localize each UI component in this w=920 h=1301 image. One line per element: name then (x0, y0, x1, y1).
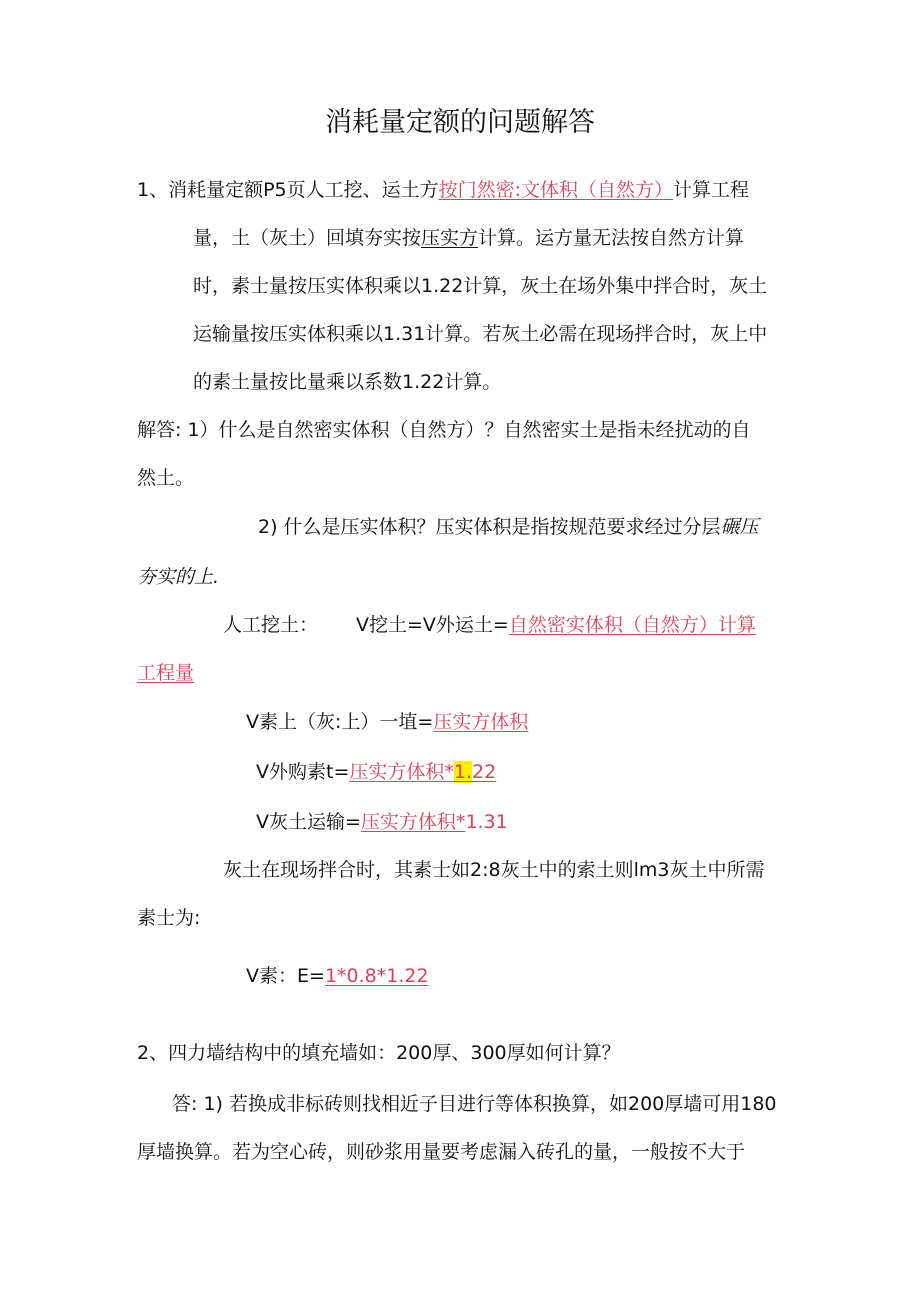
formula-backfill (246, 710, 528, 734)
formula-coefficient: 1.31 (465, 811, 508, 833)
q1-line-4: 运输量按压实体积乘以1.31计算。若灰土必需在现场拌合时，灰上中 (193, 323, 768, 345)
q2-answer-line-2: 厚墙换算。若为空心砖，则砂浆用量要考虑漏入砖孔的量，一般按不大于 (137, 1141, 746, 1163)
q1-line-2 (193, 226, 744, 250)
formula-link-quantity[interactable]: 工程量 (137, 662, 195, 684)
formula-link-compacted-volume[interactable]: 压实方体积 (433, 711, 529, 733)
formula-text: V素上（灰:上）一埴= (246, 711, 434, 733)
formula-lime-soil-transport (256, 810, 508, 834)
formula-link-coefficient[interactable]: 22 (472, 761, 497, 783)
q1-link-natural-volume[interactable]: 按门然密:文体积（自然方） (438, 179, 674, 201)
page-title: 消耗量定额的问题解答 (325, 107, 595, 138)
q1-line-5: 的素土量按比量乘以系数1.22计算。 (193, 371, 502, 393)
formula-link-compacted-volume[interactable]: 压实方体积* (360, 811, 466, 833)
a1-line-4: 夯实的上. (137, 566, 220, 588)
q2-answer-line-1: 答: 1) 若换成非标砖则找相近子目进行等体积换算，如200厚墙可用180 (172, 1093, 777, 1115)
formula-dig (356, 613, 756, 637)
q1-text: 量，土（灰土）回填夯实按 (193, 227, 422, 249)
formula-purchased-soil (256, 760, 496, 784)
formula-link-calculation[interactable]: 1*0.8*1.22 (324, 965, 429, 987)
formula-dig-label: 人工挖土： (223, 614, 319, 636)
a1-italic-text: 碾压 (720, 516, 759, 538)
q1-text: 计算。运方量无法按自然方计算 (478, 227, 745, 249)
q1-line-1 (137, 178, 749, 202)
q1-text: 1、消耗量定额P5页人工挖、运土方 (137, 179, 439, 201)
formula-text: V素：E= (246, 965, 325, 987)
a1-line-2: 然土。 (137, 467, 195, 489)
formula-text: V挖土=V外运土= (356, 614, 509, 636)
a1-text: 2) 什么是压实体积？压实体积是指按规范要求经过分层 (258, 516, 721, 538)
formula-text: V灰土运输= (256, 811, 361, 833)
q1-text: 计算工程 (673, 179, 750, 201)
q2-line-1: 2、四力墙结构中的填充墙如：200厚、300厚如何计算？ (137, 1042, 621, 1064)
formula-link-natural-volume[interactable]: 自然密实体积（自然方）计算 (508, 614, 756, 636)
formula-text: V外购素t= (256, 761, 350, 783)
a1-paragraph-line-2: 素士为: (137, 907, 201, 929)
a1-line-1: 解答: 1）什么是自然密实体积（自然方）？自然密实土是指未经扰动的自 (137, 419, 751, 441)
formula-plain-soil (246, 964, 429, 988)
q1-underlined-term: 压实方 (421, 227, 479, 249)
a1-paragraph-line-1: 灰土在现场拌合时，其素士如2:8灰土中的索土则lm3灰土中所需 (223, 859, 765, 881)
formula-highlight: 1. (453, 761, 473, 783)
formula-link-compacted-volume[interactable]: 压实方体积* (349, 761, 454, 783)
a1-line-3 (258, 515, 759, 539)
q1-line-3: 时，素士量按压实体积乘以1.22计算，灰土在场外集中拌合时，灰土 (193, 275, 768, 297)
